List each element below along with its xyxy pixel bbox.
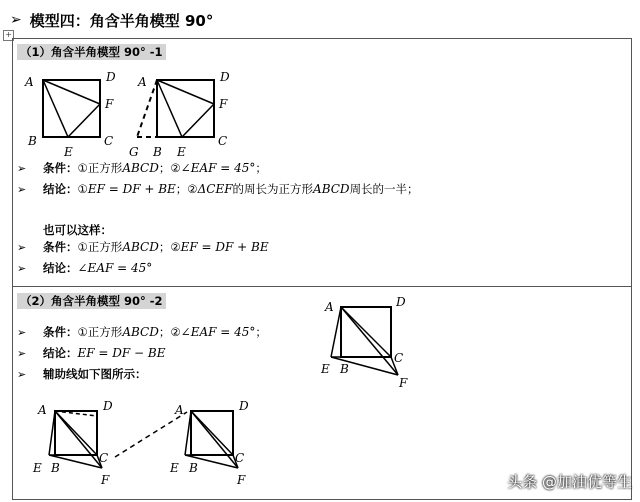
model-1-alt-condition: ➢ 条件： ①正方形 ABCD ；② EF = DF + BE xyxy=(17,240,269,254)
model-2-condition: ➢ 条件： ①正方形 ABCD ；② ∠EAF = 45° ； xyxy=(17,325,267,339)
model-1-tag: （1）角含半角模型 90° -1 xyxy=(17,44,166,60)
fig-main-label-b: B xyxy=(340,362,349,376)
fig1-label-a: A xyxy=(25,75,34,89)
watermark: 头条 @加油优等生 xyxy=(507,473,632,491)
bullet-icon: ➢ xyxy=(17,240,27,254)
bullet-icon: ➢ xyxy=(17,161,27,175)
section-heading xyxy=(10,8,213,32)
bullet-icon: ➢ xyxy=(17,346,27,360)
model-2-aux-figures xyxy=(29,392,279,502)
fig-main-label-f: F xyxy=(399,376,408,390)
fig-l-label-f: F xyxy=(101,473,110,487)
fig2-label-e: E xyxy=(177,145,186,159)
fig-l-label-d: D xyxy=(103,399,113,413)
fig-main-label-c: C xyxy=(394,351,404,365)
model-1-figure-1 xyxy=(24,70,116,159)
fig-l-label-e: E xyxy=(33,461,42,475)
fig-l-label-a: A xyxy=(38,403,47,417)
model-2-conclusion: ➢ 结论： EF = DF − BE xyxy=(17,346,166,360)
fig2-label-a: A xyxy=(138,75,147,89)
content-table xyxy=(12,38,632,500)
heading-arrow-icon: ➢ xyxy=(10,12,22,28)
model-1-alt-conclusion: ➢ 结论： ∠EAF = 45° xyxy=(17,261,153,275)
fig2-label-c: C xyxy=(218,134,228,148)
fig1-label-c: C xyxy=(104,134,114,148)
model-2-aux-line: ➢ 辅助线如下图所示： xyxy=(17,367,147,381)
bullet-icon: ➢ xyxy=(17,367,27,381)
fig1-label-d: D xyxy=(106,70,116,84)
fig-main-label-e: E xyxy=(321,362,330,376)
fig1-label-e: E xyxy=(64,145,73,159)
fig-r-label-b: B xyxy=(189,461,198,475)
model-1-alt-title: 也可以这样： xyxy=(43,223,112,237)
fig-r-label-f: F xyxy=(237,473,246,487)
fig-main-label-a: A xyxy=(325,300,334,314)
fig2-label-d: D xyxy=(220,70,230,84)
fig-main-label-d: D xyxy=(396,295,406,309)
bullet-icon: ➢ xyxy=(17,325,27,339)
fig-l-label-b: B xyxy=(51,461,60,475)
model-2-main-figure xyxy=(311,289,421,399)
fig1-label-f: F xyxy=(105,97,114,111)
table-move-handle-icon[interactable]: + xyxy=(3,30,14,41)
model-1-figure-2 xyxy=(129,70,230,159)
model-2-aux-figure-left xyxy=(32,399,113,487)
bullet-icon: ➢ xyxy=(17,261,27,275)
model-1-condition: ➢ 条件： ①正方形 ABCD ；② ∠EAF = 45° ； xyxy=(17,161,267,175)
model-1-conclusion: ➢ 结论： ① EF = DF + BE ；② ΔCEF 的周长为正方形 ABCD 周长的一半； xyxy=(17,182,419,196)
fig-r-label-d: D xyxy=(239,399,249,413)
fig2-label-f: F xyxy=(219,97,228,111)
fig-r-label-c: C xyxy=(235,451,245,465)
fig-r-label-a: A xyxy=(175,403,184,417)
fig2-label-b: B xyxy=(153,145,162,159)
fig-l-label-c: C xyxy=(99,451,109,465)
bullet-icon: ➢ xyxy=(17,182,27,196)
model-2-aux-figure-right xyxy=(169,399,249,487)
heading-title: 模型四：角含半角模型 90° xyxy=(29,11,214,30)
fig2-label-g: G xyxy=(129,145,139,159)
table-row-model-2 xyxy=(13,287,631,499)
model-2-tag: （2）角含半角模型 90° -2 xyxy=(17,293,166,309)
fig1-label-b: B xyxy=(28,134,37,148)
fig-r-label-e: E xyxy=(170,461,179,475)
table-row-model-1 xyxy=(13,39,631,287)
